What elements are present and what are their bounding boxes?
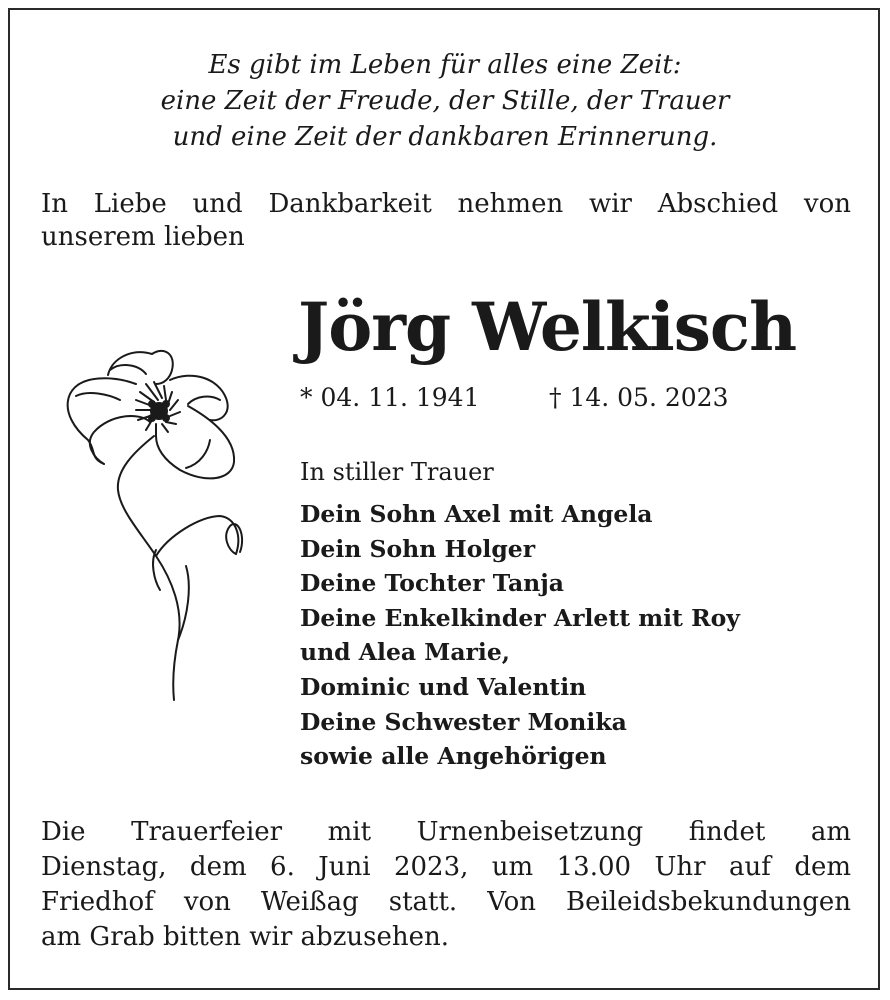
poppy-flower-icon [60,340,250,710]
birth-date: * 04. 11. 1941 [300,383,480,412]
motto-line: Es gibt im Leben für alles eine Zeit: [208,50,682,80]
list-item: und Alea Marie, [300,638,510,667]
list-item: Deine Schwester Monika [300,707,627,736]
funeral-line: Die Trauerfeier mit Urnenbeisetzung findet am [41,817,851,847]
funeral-line: Friedhof von Weißag statt. Von Beileidsbekundungen [41,887,851,917]
intro-text: In Liebe und Dankbarkeit nehmen wir Abschied von unserem lieben [41,189,851,252]
list-item: sowie alle Angehörigen [300,742,607,771]
motto-line: und eine Zeit der dankbaren Erinnerung. [172,122,718,152]
funeral-info [41,815,851,955]
list-item: Deine Tochter Tanja [300,569,564,598]
list-item: Dein Sohn Holger [300,534,536,563]
motto-line: eine Zeit der Freude, der Stille, der Trauer [160,86,730,116]
funeral-line: am Grab bitten wir abzusehen. [41,922,450,952]
deceased-name: Jörg Welkisch [298,288,797,366]
death-date: † 14. 05. 2023 [549,383,729,412]
motto-verse [0,47,890,155]
list-item: Dominic und Valentin [300,672,587,701]
list-item: Deine Enkelkinder Arlett mit Roy [300,603,740,632]
list-item: Dein Sohn Axel mit Angela [300,500,653,528]
mourning-label: In stiller Trauer [300,458,494,486]
funeral-line: Dienstag, dem 6. Juni 2023, um 13.00 Uhr auf dem [41,852,851,882]
mourners-list [300,497,740,774]
